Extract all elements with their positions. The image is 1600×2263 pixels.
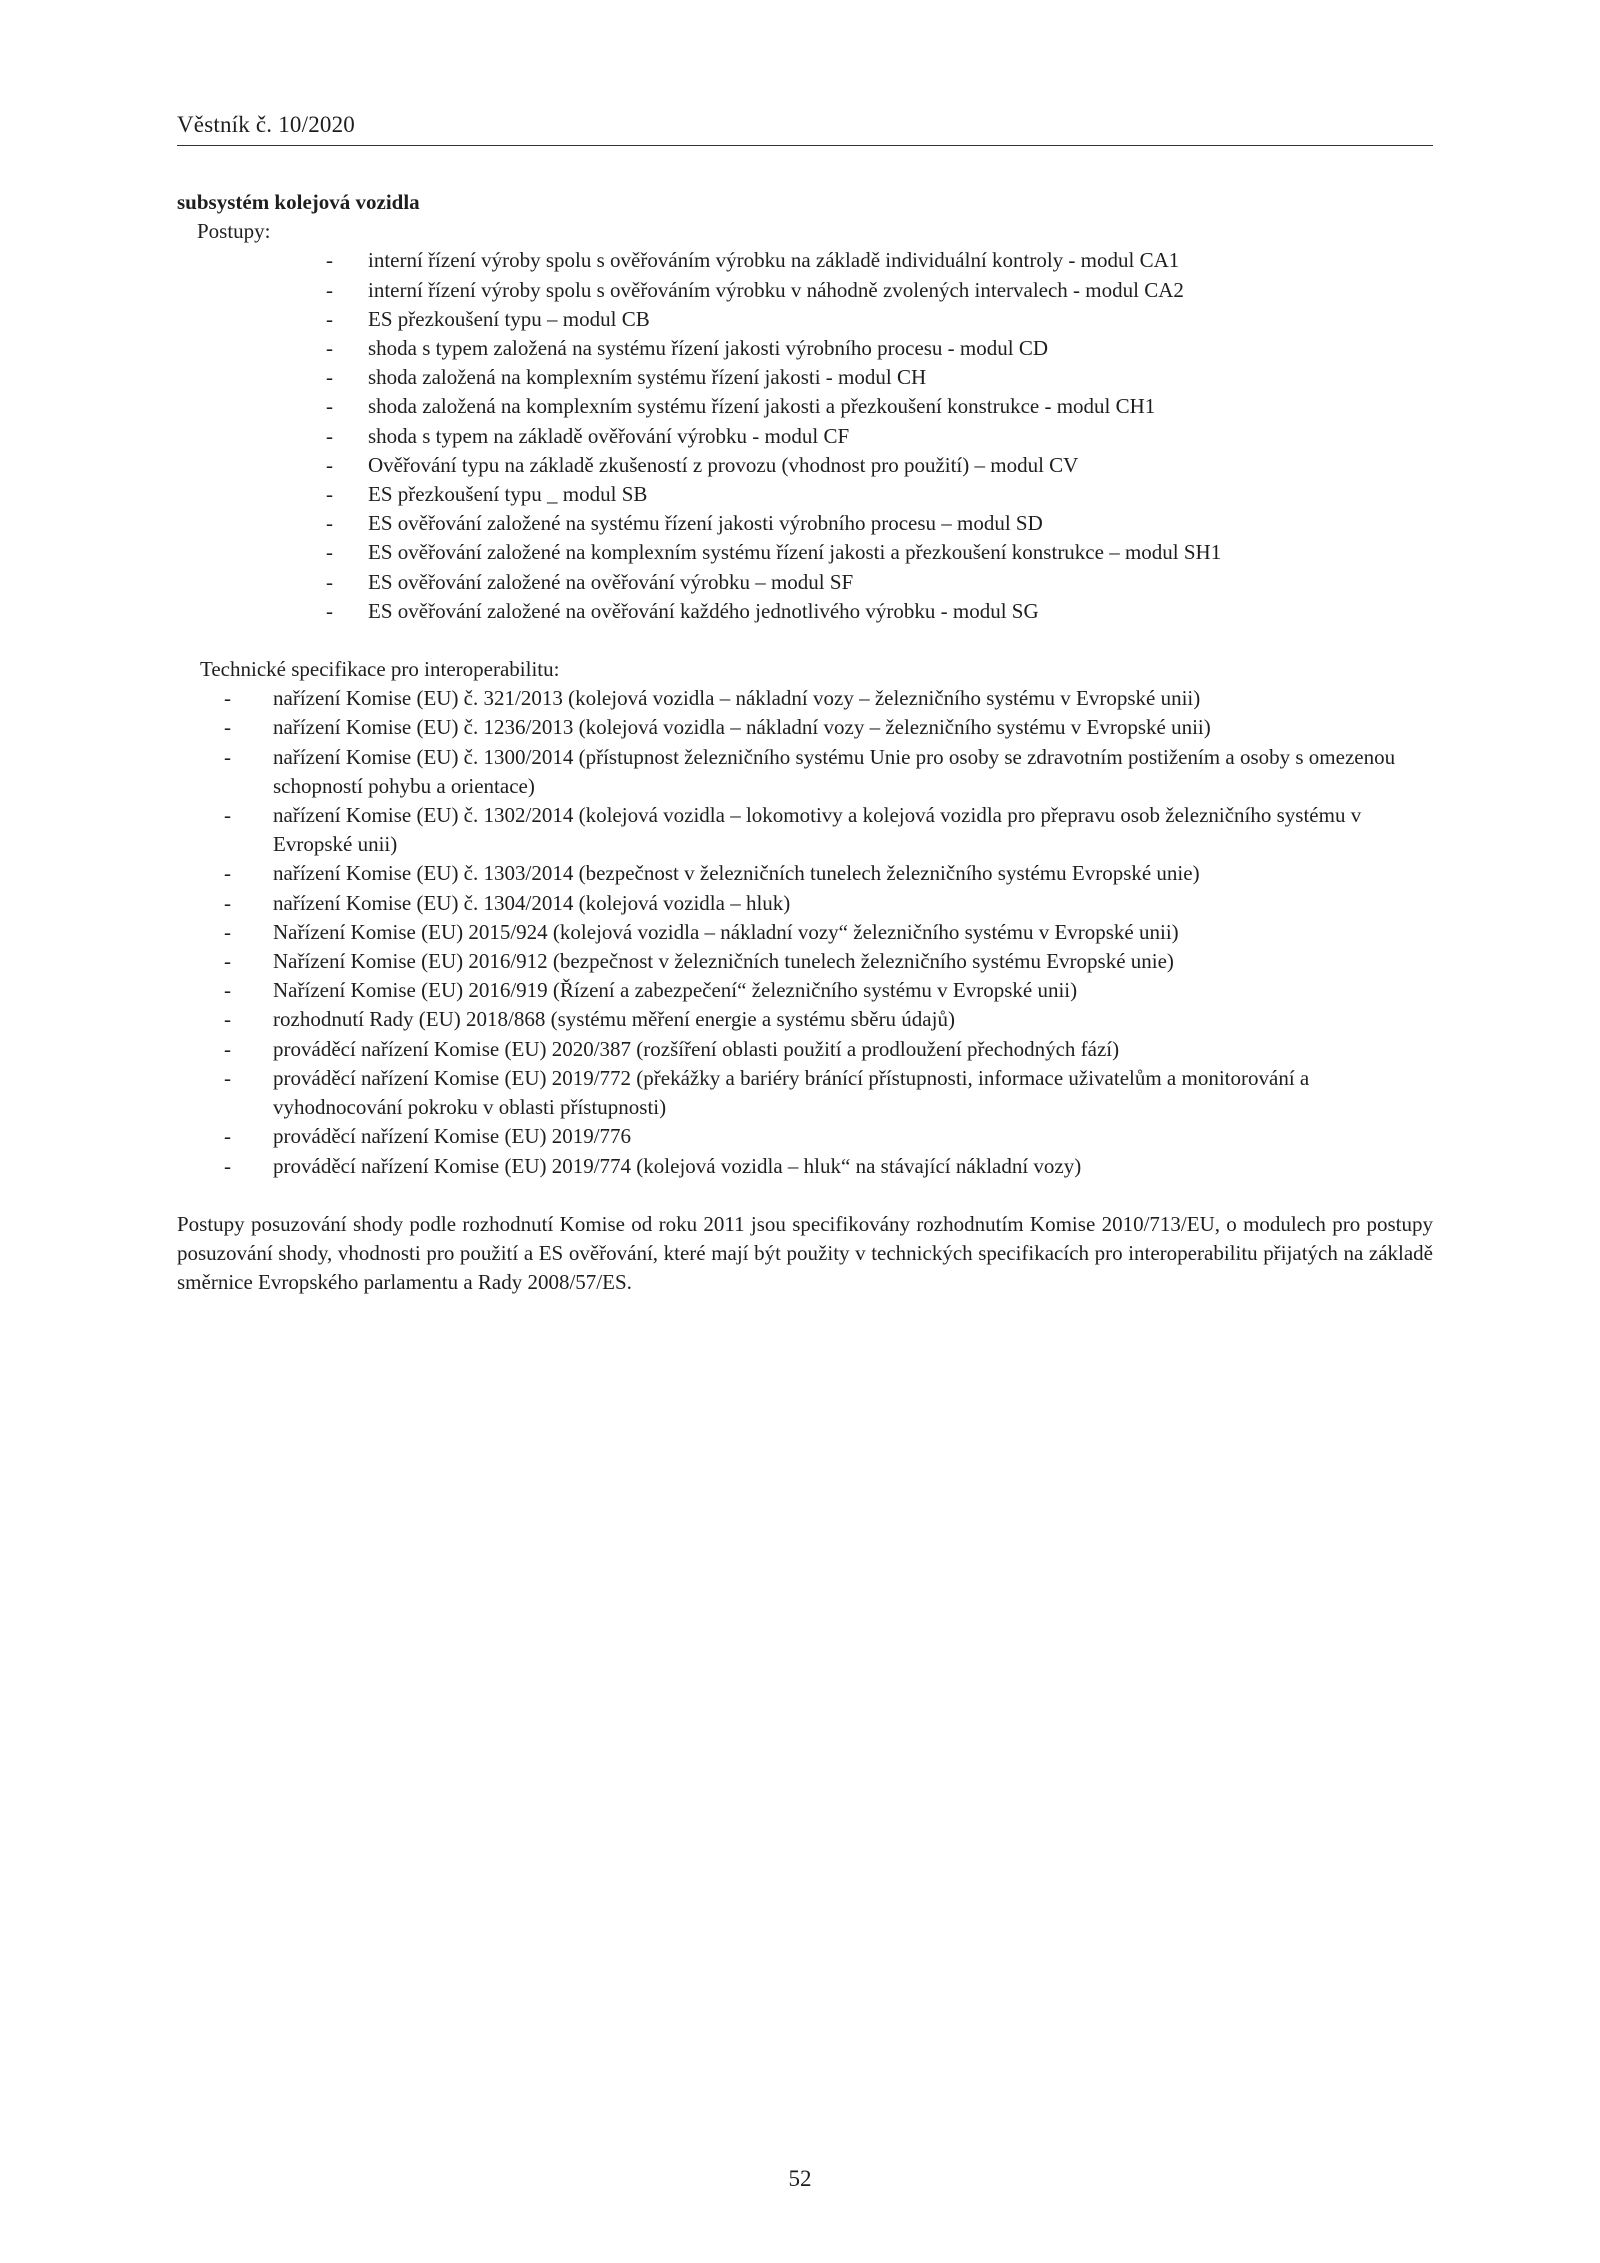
tsi-item: - prováděcí nařízení Komise (EU) 2019/772 (překážky a bariéry bránící přístupnosti, informace uživatelům a monitorování a vyhodnocování pokroku v oblasti přístupnosti) [177,1064,1433,1122]
procedures-item: - ES ověřování založené na ověřování každého jednotlivého výrobku - modul SG [177,597,1433,626]
procedures-item: - shoda s typem na základě ověřování výrobku - modul CF [177,422,1433,451]
tsi-item: - nařízení Komise (EU) č. 1300/2014 (přístupnost železničního systému Unie pro osoby se zdravotním postižením a osoby s omezenou schopností pohybu a orientace) [177,743,1433,801]
tsi-item: - nařízení Komise (EU) č. 321/2013 (kolejová vozidla – nákladní vozy – železničního systému v Evropské unii) [177,684,1433,713]
procedures-label: Postupy: [197,219,271,244]
tsi-item: - nařízení Komise (EU) č. 1236/2013 (kolejová vozidla – nákladní vozy – železničního systému v Evropské unii) [177,713,1433,742]
tsi-label: Technické specifikace pro interoperabilitu: [200,657,560,682]
header-title: Věstník č. 10/2020 [177,112,355,137]
procedures-item: - ES ověřování založené na systému řízení jakosti výrobního procesu – modul SD [177,509,1433,538]
page-number: 52 [788,2166,812,2191]
procedures-item: - interní řízení výroby spolu s ověřováním výrobku v náhodně zvolených intervalech - modul CA2 [177,276,1433,305]
procedures-item: - shoda s typem založená na systému řízení jakosti výrobního procesu - modul CD [177,334,1433,363]
closing-paragraph: Postupy posuzování shody podle rozhodnutí Komise od roku 2011 jsou specifikovány rozhodnutím Komise 2010/713/EU, o modulech pro postupy posuzování shody, vhodnosti pro použití a ES ověřování, které mají být použity v technických specifikacích pro interoperabilitu přijatých na základě směrnice Evropského parlamentu a Rady 2008/57/ES. [177,1211,1433,1295]
tsi-item: - Nařízení Komise (EU) 2016/912 (bezpečnost v železničních tunelech železničního systému Evropské unie) [177,947,1433,976]
procedures-item: - ES přezkoušení typu _ modul SB [177,480,1433,509]
tsi-item: - Nařízení Komise (EU) 2015/924 (kolejová vozidla – nákladní vozy“ železničního systému v Evropské unii) [177,918,1433,947]
procedures-item: - shoda založená na komplexním systému řízení jakosti a přezkoušení konstrukce - modul CH1 [177,392,1433,421]
section-title: subsystém kolejová vozidla [177,190,420,214]
tsi-item: - nařízení Komise (EU) č. 1303/2014 (bezpečnost v železničních tunelech železničního systému Evropské unie) [177,859,1433,888]
tsi-item: - prováděcí nařízení Komise (EU) 2019/776 [177,1122,1433,1151]
tsi-list [177,684,1433,1180]
tsi-item: - nařízení Komise (EU) č. 1304/2014 (kolejová vozidla – hluk) [177,889,1433,918]
tsi-item: - prováděcí nařízení Komise (EU) 2020/387 (rozšíření oblasti použití a prodloužení přechodných fází) [177,1035,1433,1064]
tsi-item: - rozhodnutí Rady (EU) 2018/868 (systému měření energie a systému sběru údajů) [177,1005,1433,1034]
procedures-item: - ES přezkoušení typu – modul CB [177,305,1433,334]
procedures-item: - interní řízení výroby spolu s ověřováním výrobku na základě individuální kontroly - modul CA1 [177,246,1433,275]
procedures-list [177,246,1433,626]
tsi-item: - nařízení Komise (EU) č. 1302/2014 (kolejová vozidla – lokomotivy a kolejová vozidla pro přepravu osob železničního systému v Evropské unii) [177,801,1433,859]
tsi-item: - prováděcí nařízení Komise (EU) 2019/774 (kolejová vozidla – hluk“ na stávající nákladní vozy) [177,1152,1433,1181]
procedures-item: - ES ověřování založené na ověřování výrobku – modul SF [177,568,1433,597]
header-divider [177,145,1433,146]
procedures-item: - ES ověřování založené na komplexním systému řízení jakosti a přezkoušení konstrukce – modul SH1 [177,538,1433,567]
procedures-item: - shoda založená na komplexním systému řízení jakosti - modul CH [177,363,1433,392]
document-body [177,188,1433,1318]
procedures-item: - Ověřování typu na základě zkušeností z provozu (vhodnost pro použití) – modul CV [177,451,1433,480]
tsi-item: - Nařízení Komise (EU) 2016/919 (Řízení a zabezpečení“ železničního systému v Evropské unii) [177,976,1433,1005]
